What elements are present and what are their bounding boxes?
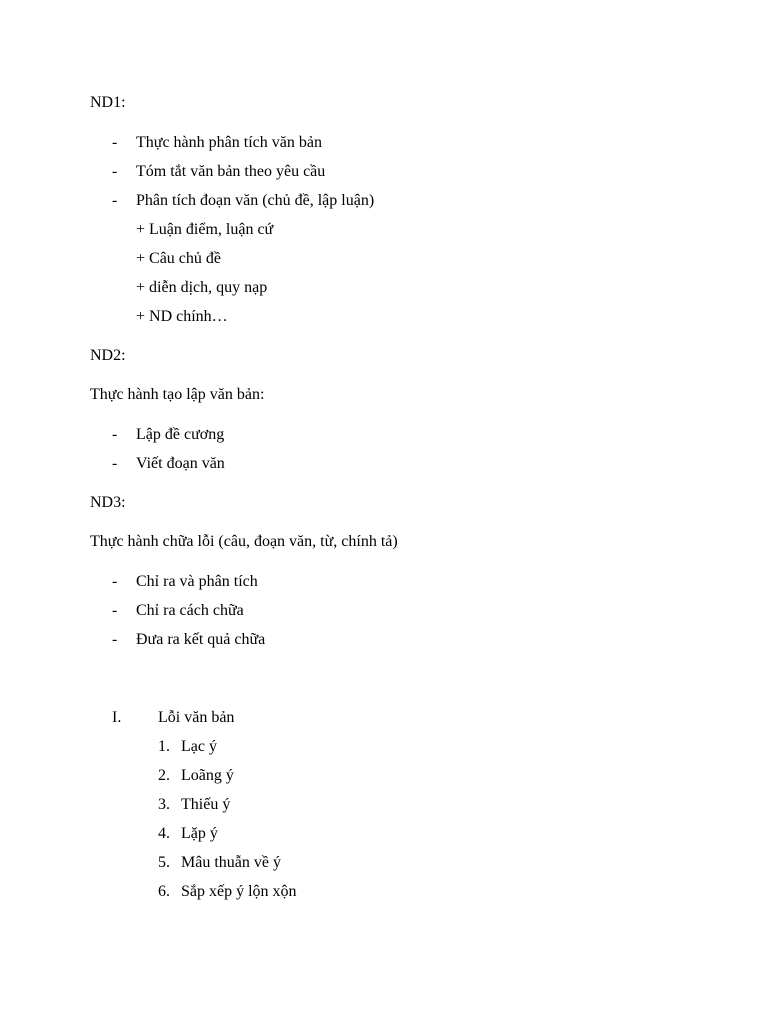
nd1-heading: ND1:	[90, 94, 126, 111]
numbered-marker: 6.	[158, 883, 170, 900]
bullet-marker: -	[112, 192, 118, 209]
numbered-marker: 4.	[158, 825, 170, 842]
bullet-marker: -	[112, 426, 118, 443]
sub-item: + Câu chủ đề	[136, 250, 221, 267]
bullet-marker: -	[112, 134, 118, 151]
sub-item: + Luận điểm, luận cứ	[136, 221, 274, 238]
numbered-item: Lặp ý	[181, 825, 218, 842]
bullet-marker: -	[112, 573, 118, 590]
list-item: Tóm tắt văn bản theo yêu cầu	[136, 163, 326, 180]
numbered-item: Sắp xếp ý lộn xộn	[181, 883, 297, 900]
numbered-item: Loãng ý	[181, 767, 234, 784]
nd2-intro: Thực hành tạo lập văn bản:	[90, 386, 265, 403]
list-item: Viết đoạn văn	[136, 455, 225, 472]
sub-item: + ND chính…	[136, 308, 228, 325]
outline-title: Lỗi văn bản	[158, 709, 235, 726]
list-item: Đưa ra kết quả chữa	[136, 631, 266, 648]
nd3-heading: ND3:	[90, 494, 126, 511]
nd2-heading: ND2:	[90, 347, 126, 364]
numbered-marker: 3.	[158, 796, 170, 813]
nd3-intro: Thực hành chữa lỗi (câu, đoạn văn, từ, chính tả)	[90, 533, 398, 550]
bullet-marker: -	[112, 602, 118, 619]
numbered-marker: 2.	[158, 767, 170, 784]
numbered-item: Lạc ý	[181, 738, 217, 755]
numbered-marker: 5.	[158, 854, 170, 871]
numbered-item: Mâu thuẫn về ý	[181, 854, 281, 871]
list-item: Thực hành phân tích văn bản	[136, 134, 322, 151]
bullet-marker: -	[112, 631, 118, 648]
bullet-marker: -	[112, 455, 118, 472]
numbered-marker: 1.	[158, 738, 170, 755]
list-item: Chỉ ra và phân tích	[136, 573, 258, 590]
list-item: Phân tích đoạn văn (chủ đề, lập luận)	[136, 192, 375, 209]
numbered-item: Thiếu ý	[181, 796, 231, 813]
list-item: Chỉ ra cách chữa	[136, 602, 244, 619]
outline-marker: I.	[112, 709, 122, 726]
list-item: Lập đề cương	[136, 426, 225, 443]
bullet-marker: -	[112, 163, 118, 180]
sub-item: + diễn dịch, quy nạp	[136, 279, 268, 296]
